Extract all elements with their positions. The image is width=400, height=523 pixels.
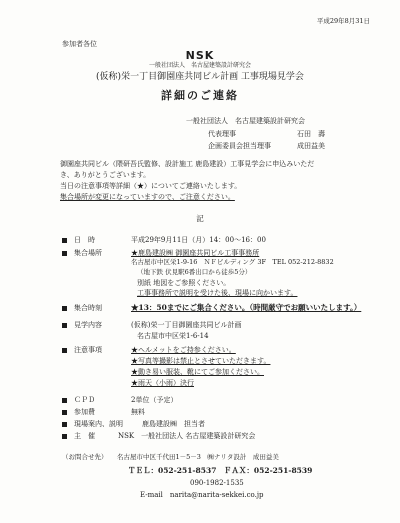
bullet-marker (62, 434, 67, 439)
item-value-meeting-place-3: （地下鉄 伏見駅6番出口から徒歩5分） (137, 268, 252, 276)
item-label-meeting-place: 集合場所 (74, 249, 102, 257)
item-value-notes-4: ★雨天（小雨）決行 (131, 379, 194, 387)
bullet-marker (62, 348, 67, 353)
item-value-meeting-time: ★13：50までにご集合ください。（時間厳守でお願いいたします。） (131, 303, 362, 312)
item-value-datetime: 平成29年9月11日（月）14：00～16：00 (131, 236, 266, 244)
contact-email: E-mail narita@narita-sekkei.co.jp (140, 491, 264, 499)
org-logo-text: NSK (185, 49, 215, 62)
addressee: 参加者各位 (62, 40, 97, 48)
ki-heading: 記 (196, 214, 204, 223)
bullet-marker (62, 410, 67, 415)
item-value-meeting-place-2: 名古屋市中区栄1-9-16 ＮＦビルディング 3F TEL 052-212-8832 (131, 258, 334, 266)
intro-line-1: 御園座共同ビル（隈研吾氏監修、設計施工 鹿島建設）工事見学会に申込みいただ (60, 160, 315, 168)
bullet-marker (62, 238, 67, 243)
org-subtitle: 一般社団法人 名古屋建築設計研究会 (148, 62, 251, 69)
item-value-notes-2: ★写真等撮影は禁止とさせていただきます。 (131, 357, 271, 365)
intro-line-4: 集合場所が変更になっていますので、ご注意ください。 (60, 193, 235, 201)
intro-line-2: き、ありがとうございます。 (60, 171, 151, 179)
contact-tel-fax: ＴＥＬ：052-251-8537 ＦＡＸ：052-251-8539 (128, 466, 313, 475)
item-label-fee: 参加費 (74, 408, 95, 416)
intro-line-3: 当日の注意事項等詳細（★）についてご連絡いたします。 (60, 182, 242, 190)
item-label-meeting-time: 集合時刻 (74, 304, 102, 312)
item-value-guide: 鹿島建設㈱ 担当者 (142, 420, 205, 428)
item-value-notes-3: ★動き易い服装、靴にてご参加ください。 (131, 368, 264, 376)
sender-name-1: 石田 壽 (297, 130, 325, 138)
item-label-datetime: 日 時 (74, 236, 95, 244)
bullet-marker (62, 306, 67, 311)
bullet-marker (62, 398, 67, 403)
bullet-marker (62, 422, 67, 427)
contact-label: （お問合せ先） (62, 453, 108, 461)
item-value-tour-content-1: (仮称)栄一丁目御園座共同ビル計画 (131, 321, 242, 329)
bullet-marker (62, 251, 67, 256)
item-value-organizer: NSK 一般社団法人 名古屋建築設計研究会 (118, 432, 256, 440)
document-date: 平成29年8月31日 (316, 17, 370, 25)
item-label-cpd: ＣＰＤ (74, 396, 95, 404)
sender-org: 一般社団法人 名古屋建築設計研究会 (186, 117, 305, 125)
sender-role-1: 代表理事 (208, 130, 236, 138)
item-value-cpd: 2単位（予定） (131, 396, 178, 404)
main-title: 詳細のご連絡 (161, 89, 239, 102)
item-label-notes: 注意事項 (74, 346, 102, 354)
contact-mobile: 090-1982-1535 (190, 479, 244, 487)
item-value-meeting-place-1: ★鹿島建設㈱ 御園座共同ビル工事事務所 (131, 249, 260, 257)
item-label-organizer: 主 催 (74, 432, 95, 440)
sender-role-2: 企画委員会担当理事 (208, 142, 271, 150)
sender-name-2: 成田益美 (297, 142, 325, 150)
event-title: (仮称)栄一丁目御園座共同ビル計画 工事現場見学会 (96, 72, 304, 82)
item-label-tour-content: 見学内容 (74, 321, 102, 329)
contact-address: 名古屋市中区千代田1－5－3 ㈱ナリタ設計 成田益美 (117, 453, 279, 461)
item-value-meeting-place-4: 別紙 地図をご参照ください。 (137, 279, 231, 287)
item-value-meeting-place-5: 工事事務所で説明を受けた後、現場に向かいます。 (137, 289, 298, 297)
item-value-fee: 無料 (131, 408, 145, 416)
item-value-notes-1: ★ヘルメットをご持参ください。 (131, 346, 236, 354)
item-label-guide: 現場案内、説明 (74, 420, 123, 428)
bullet-marker (62, 323, 67, 328)
item-value-tour-content-2: 名古屋市中区栄1-6-14 (137, 332, 209, 340)
